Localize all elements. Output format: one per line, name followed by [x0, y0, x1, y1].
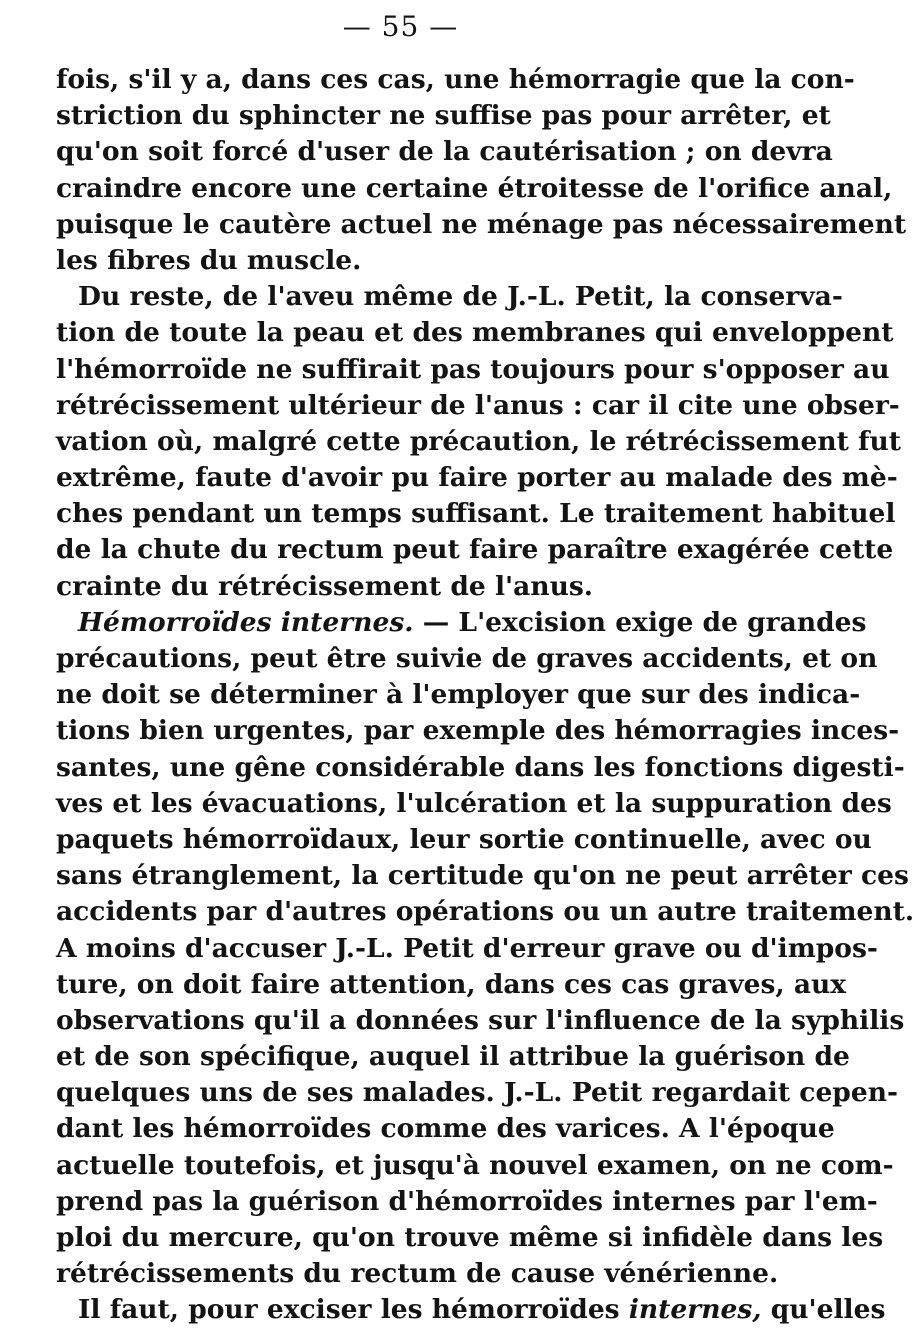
text-line: striction du sphincter ne suffise pas pour arrêter, et: [56, 100, 831, 132]
text-line: précautions, peut être suivie de graves accidents, et on: [56, 643, 878, 674]
italic-term: internes,: [628, 1294, 762, 1326]
text-run: Il faut, pour exciser les hémorroïdes: [78, 1294, 629, 1326]
text-run: qu'elles: [761, 1294, 886, 1326]
text-line: ne doit se déterminer à l'employer que sur des indica-: [56, 679, 861, 711]
text-line: prend pas la guérison d'hémorroïdes internes par l'em-: [56, 1185, 878, 1217]
text-line: ves et les évacuations, l'ulcération et la suppuration des: [56, 787, 892, 819]
section-heading-line: [56, 605, 867, 641]
text-line: crainte du rétrécissement de l'anus.: [56, 570, 594, 602]
text-line: rétrécissements du rectum de cause vénérienne.: [56, 1258, 779, 1290]
text-line: A moins d'accuser J.-L. Petit d'erreur grave ou d'impos-: [56, 932, 878, 964]
text-line: actuelle toutefois, et jusqu'à nouvel examen, on ne com-: [56, 1149, 894, 1181]
text-line: rétrécissement ultérieur de l'anus : car il cite une obser-: [56, 389, 900, 421]
text-line: [56, 1292, 886, 1328]
section-heading: Hémorroïdes internes.: [78, 606, 414, 638]
text-line: craindre encore une certaine étroitesse de l'orifice anal,: [56, 172, 893, 204]
text-line: observations qu'il a données sur l'influence de la syphilis: [56, 1004, 905, 1036]
text-line: vation où, malgré cette précaution, le rétrécissement fut: [56, 425, 901, 457]
text-line: extrême, faute d'avoir pu faire porter au malade des mè-: [56, 462, 898, 494]
page-number: — 55 —: [342, 10, 459, 43]
text-line: quelques uns de ses malades. J.-L. Petit regardait cepen-: [56, 1077, 898, 1109]
text-line: ture, on doit faire attention, dans ces cas graves, aux: [56, 968, 847, 1000]
text-line: accidents par d'autres opérations ou un autre traitement.: [56, 896, 914, 928]
text-line: tions bien urgentes, par exemple des hémorragies inces-: [56, 715, 900, 747]
text-line: l'hémorroïde ne suffirait pas toujours pour s'opposer au: [56, 353, 890, 385]
text-line: santes, une gêne considérable dans les fonctions digesti-: [56, 751, 905, 783]
text-line: les fibres du muscle.: [56, 244, 362, 276]
text-line: tion de toute la peau et des membranes qui enveloppent: [56, 317, 894, 349]
text-line: dant les hémorroïdes comme des varices. A l'époque: [56, 1113, 835, 1145]
text-line: sans étranglement, la certitude qu'on ne peut arrêter ces: [56, 860, 909, 892]
text-line: qu'on soit forcé d'user de la cautérisation ; on devra: [56, 136, 833, 168]
text-line: fois, s'il y a, dans ces cas, une hémorragie que la con-: [56, 64, 855, 95]
text-line: puisque le cautère actuel ne ménage pas nécessairement: [56, 208, 907, 240]
text-line: de la chute du rectum peut faire paraître exagérée cette: [56, 534, 894, 566]
text-run: — L'excision exige de grandes: [413, 606, 867, 638]
text-line: et de son spécifique, auquel il attribue la guérison de: [56, 1041, 850, 1073]
text-line: Du reste, de l'aveu même de J.-L. Petit, la conserva-: [78, 281, 843, 313]
text-line: ploi du mercure, qu'on trouve même si infidèle dans les: [56, 1222, 884, 1253]
body-text: [56, 62, 914, 1329]
text-line: ches pendant un temps suffisant. Le traitement habituel: [56, 498, 896, 530]
text-line: paquets hémorroïdaux, leur sortie continuelle, avec ou: [56, 823, 872, 855]
